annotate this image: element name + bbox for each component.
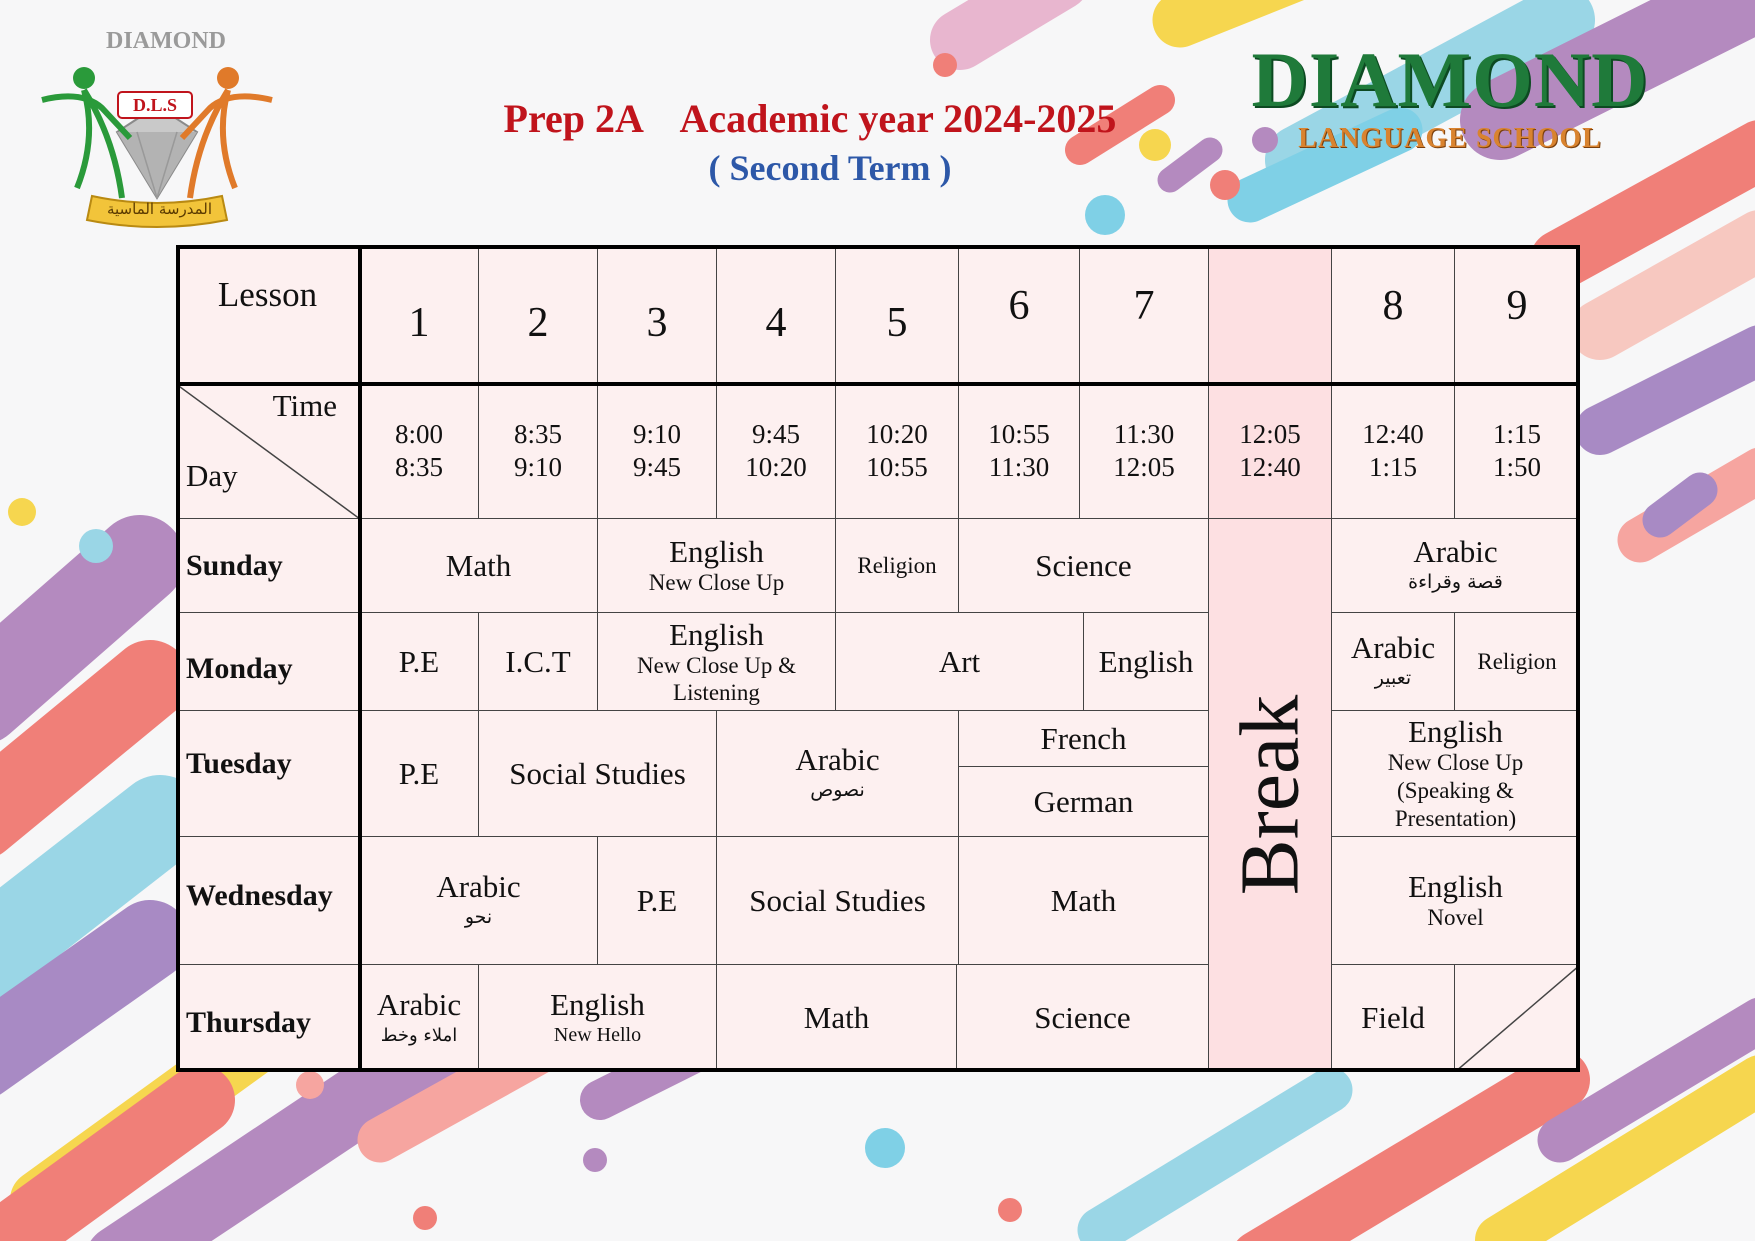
subject-detail: تعبير (1374, 667, 1412, 689)
time-start: 8:35 (513, 419, 562, 449)
lesson-cell (479, 965, 717, 1072)
lesson-cell (959, 767, 1209, 837)
lesson-cell (1455, 613, 1580, 711)
logo-badge: D.L.S (132, 95, 177, 115)
break-time-cell (1209, 384, 1332, 519)
period-number-cell (1080, 245, 1209, 384)
subject-name: P.E (636, 882, 678, 918)
subject-detail: قصة وقراءة (1408, 571, 1503, 593)
day-name: Sunday (186, 548, 283, 582)
subject-name: Religion (1477, 649, 1557, 674)
period-number-cell (1455, 245, 1580, 384)
lesson-cell (1084, 613, 1209, 711)
lesson-cell (360, 613, 479, 711)
subject-detail: New Close Up & Listening (636, 652, 797, 705)
period-number-cell (836, 245, 959, 384)
time-start: 10:55 (988, 419, 1050, 449)
subject-detail: املاء وخط (380, 1024, 458, 1046)
time-end: 10:20 (745, 452, 807, 482)
lesson-cell (1332, 613, 1455, 711)
period-number: 5 (886, 300, 908, 346)
subject-detail: New Close Up (Speaking & Presentation) (1387, 749, 1524, 831)
lesson-cell (959, 711, 1209, 767)
time-start: 9:45 (751, 419, 800, 449)
time-start: 10:20 (866, 419, 928, 449)
period-number: 9 (1506, 283, 1528, 329)
header-divider-vertical (358, 245, 362, 1072)
time-slot-cell (598, 384, 717, 519)
period-number: 4 (765, 300, 787, 346)
logo-ribbon-text: المدرسة الماسية (106, 200, 213, 218)
period-number: 1 (408, 300, 430, 346)
subject-name: English (550, 986, 645, 1022)
timetable (176, 245, 1580, 1072)
lesson-cell (836, 519, 959, 613)
time-start: 12:40 (1362, 419, 1424, 449)
subject-name: I.C.T (505, 643, 571, 679)
term-label: ( Second Term ) (708, 148, 952, 188)
lesson-cell (479, 711, 717, 837)
subject-name: Math (445, 547, 512, 583)
time-end: 1:15 (1368, 452, 1417, 482)
subject-name: P.E (398, 643, 440, 679)
subject-name: Science (1035, 547, 1132, 583)
time-end: 8:35 (394, 452, 443, 482)
logo-top-text: DIAMOND (106, 28, 226, 54)
subject-detail: نحو (464, 906, 493, 928)
time-slot-cell (1332, 384, 1455, 519)
period-number-cell (959, 245, 1080, 384)
empty-cell-diagonal-line (1455, 965, 1580, 1072)
lesson-cell (360, 711, 479, 837)
lesson-cell (717, 837, 959, 965)
period-number: 7 (1133, 283, 1155, 329)
subject-detail: Novel (1427, 905, 1484, 930)
school-logo (22, 28, 292, 238)
time-start: 9:10 (632, 419, 681, 449)
day-name: Monday (186, 651, 293, 685)
day-label-cell (176, 837, 360, 965)
subject-name: English (669, 616, 764, 652)
period-number-cell (1332, 245, 1455, 384)
day-name: Wednesday (186, 878, 333, 912)
time-end: 1:50 (1492, 452, 1541, 482)
lesson-cell (836, 613, 1084, 711)
time-end: 12:40 (1239, 452, 1301, 482)
lesson-cell (360, 837, 598, 965)
time-start: 11:30 (1113, 419, 1175, 449)
day-label-cell (176, 711, 360, 837)
time-slot-cell (1455, 384, 1580, 519)
brand-subtitle: LANGUAGE SCHOOL (1298, 123, 1602, 154)
break-header-cell (1209, 245, 1332, 384)
break-label: Break (1223, 694, 1317, 896)
lesson-cell (717, 965, 957, 1072)
page-title (430, 96, 1190, 142)
day-name: Tuesday (186, 746, 292, 780)
brand-name: DIAMOND (1251, 36, 1649, 123)
period-number-cell (360, 245, 479, 384)
time-end: 11:30 (988, 452, 1050, 482)
time-slot-cell (360, 384, 479, 519)
subject-name: Arabic (1413, 534, 1498, 569)
time-slot-cell (479, 384, 598, 519)
subject-name: German (1033, 783, 1134, 819)
subject-name: Arabic (795, 742, 880, 777)
lesson-cell (959, 519, 1209, 613)
time-start: 12:05 (1239, 419, 1301, 449)
subject-name: Math (1050, 882, 1117, 918)
period-number-cell (717, 245, 836, 384)
subject-name: English (669, 534, 764, 569)
time-day-corner-cell (176, 384, 360, 519)
header-divider-horizontal (176, 382, 1580, 386)
subject-name: French (1040, 720, 1127, 756)
lesson-cell (1332, 711, 1580, 837)
subject-name: Arabic (376, 986, 462, 1022)
day-label-cell (176, 519, 360, 613)
lesson-cell (360, 965, 479, 1072)
empty-lesson-cell (1455, 965, 1580, 1072)
subject-name: Social Studies (509, 755, 686, 791)
subject-name: Religion (857, 553, 937, 578)
brand-wordmark (1240, 36, 1660, 170)
lesson-label: Lesson (217, 275, 318, 314)
lesson-cell (1332, 519, 1580, 613)
time-slot-cell (959, 384, 1080, 519)
lesson-cell (598, 613, 836, 711)
time-start: 1:15 (1492, 419, 1541, 449)
lesson-cell (598, 837, 717, 965)
day-label-cell (176, 613, 360, 711)
class-name: Prep 2A (503, 96, 642, 141)
day-label-cell (176, 965, 360, 1072)
time-start: 8:00 (394, 419, 443, 449)
period-number: 3 (646, 300, 668, 346)
lesson-cell (957, 965, 1209, 1072)
time-label: Time (272, 388, 337, 423)
lesson-cell (959, 837, 1209, 965)
time-end: 12:05 (1113, 452, 1175, 482)
time-slot-cell (1080, 384, 1209, 519)
period-number-cell (479, 245, 598, 384)
time-slot-cell (717, 384, 836, 519)
subject-name: Science (1034, 1000, 1131, 1035)
subject-name: Social Studies (749, 882, 926, 918)
time-slot-cell (836, 384, 959, 519)
time-end: 10:55 (866, 452, 928, 482)
lesson-cell (1332, 965, 1455, 1072)
period-number: 8 (1382, 283, 1404, 329)
subject-name: P.E (398, 755, 440, 791)
lesson-header-cell (176, 245, 360, 384)
lesson-cell (479, 613, 598, 711)
subject-detail: نصوص (810, 779, 865, 801)
subject-name: Arabic (1350, 630, 1436, 665)
period-number: 6 (1008, 283, 1030, 329)
lesson-cell (598, 519, 836, 613)
subject-name: English (1408, 713, 1503, 749)
lesson-cell (360, 519, 598, 613)
period-number: 2 (527, 300, 549, 346)
subject-name: Arabic (436, 869, 521, 904)
period-number-cell (598, 245, 717, 384)
lesson-cell (1332, 837, 1580, 965)
subject-name: English (1408, 869, 1503, 904)
day-label: Day (186, 458, 238, 493)
subject-name: Art (938, 643, 981, 679)
subject-name: Field (1361, 1000, 1425, 1035)
time-end: 9:45 (632, 452, 681, 482)
subject-detail: New Hello (553, 1023, 642, 1046)
subject-name: English (1098, 643, 1194, 679)
lesson-cell (717, 711, 959, 837)
subject-name: Math (803, 1000, 870, 1035)
day-name: Thursday (186, 1006, 312, 1039)
break-column (1209, 519, 1332, 1072)
time-end: 9:10 (513, 452, 562, 482)
subject-detail: New Close Up (648, 570, 785, 595)
academic-year: Academic year 2024-2025 (679, 96, 1117, 141)
